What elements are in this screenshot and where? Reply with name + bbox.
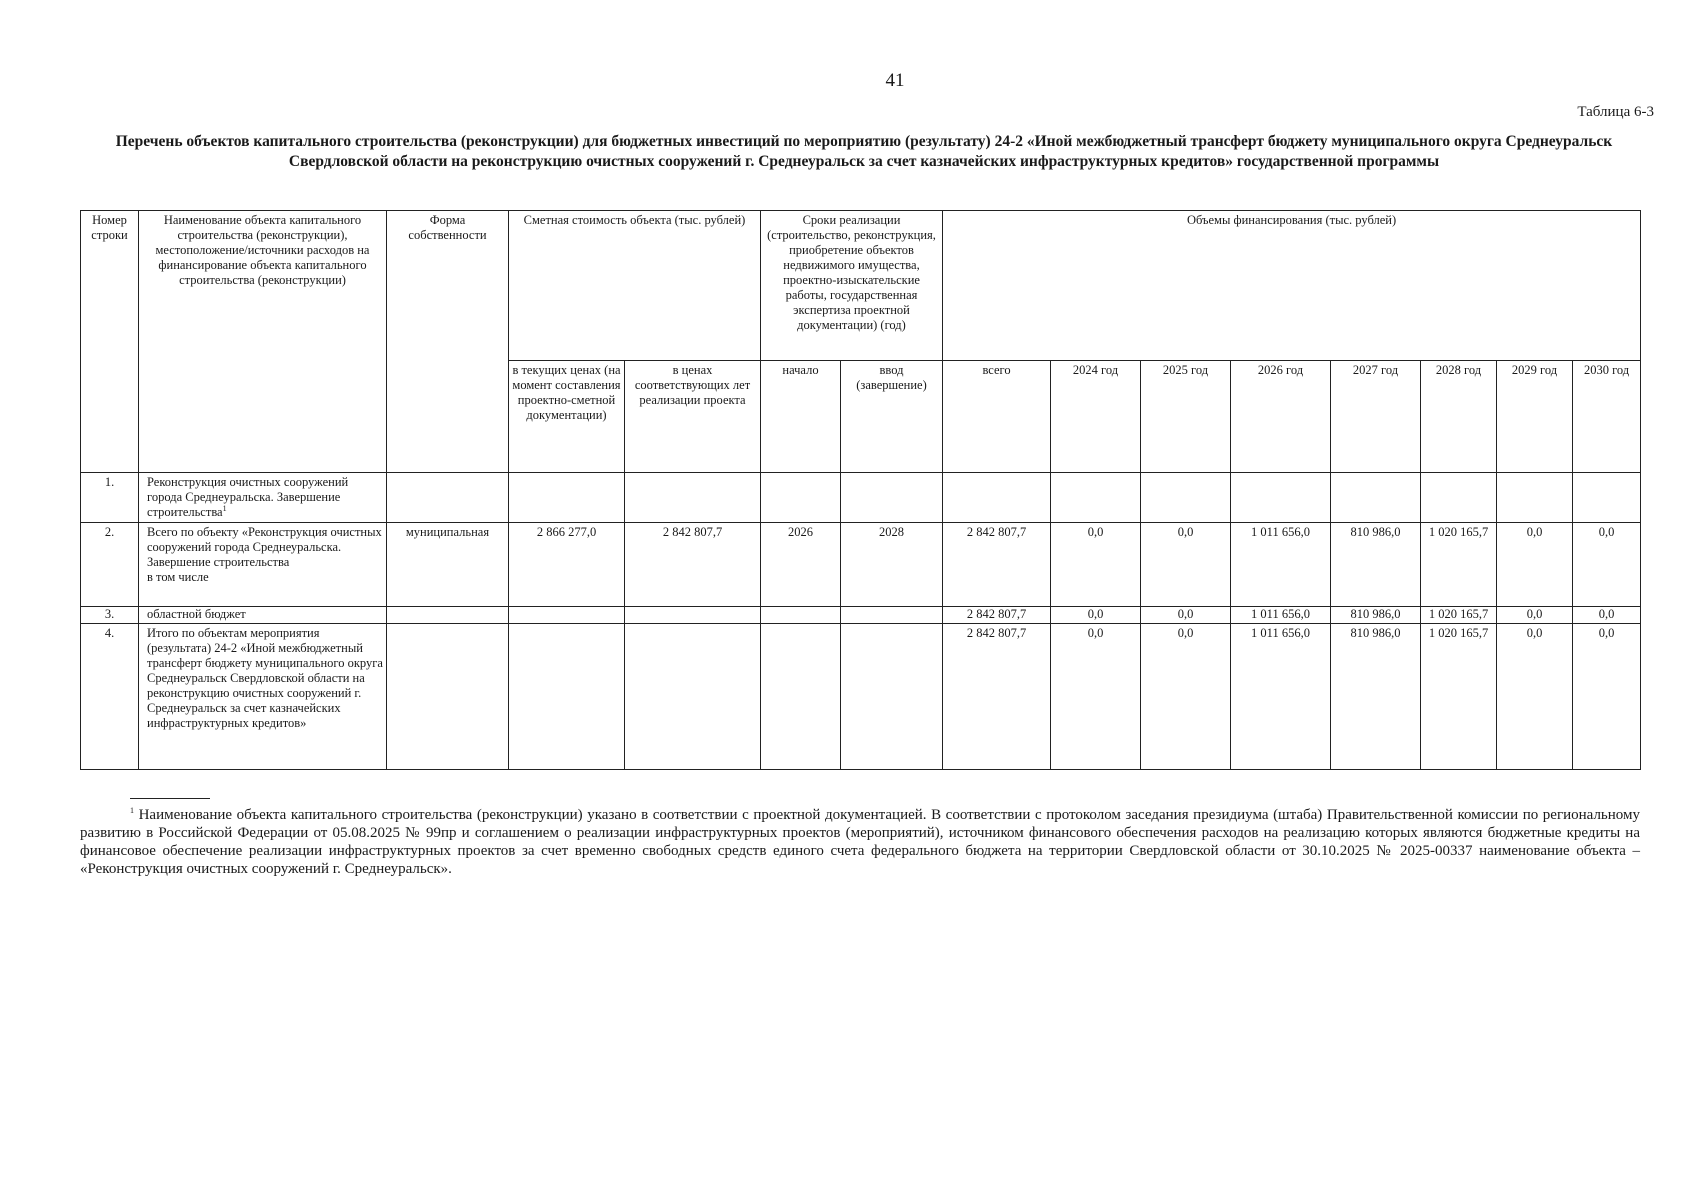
y2025-cell: 0,0 bbox=[1141, 523, 1231, 607]
total-cell: 2 842 807,7 bbox=[943, 607, 1051, 624]
y2030-cell: 0,0 bbox=[1573, 607, 1641, 624]
y2024-cell: 0,0 bbox=[1051, 624, 1141, 770]
header-cost-years: в ценах соответствующих лет реализации проекта bbox=[625, 361, 761, 473]
cost-current-cell: 2 866 277,0 bbox=[509, 523, 625, 607]
header-end: ввод (завершение) bbox=[841, 361, 943, 473]
y2025-cell: 0,0 bbox=[1141, 624, 1231, 770]
y2028-cell: 1 020 165,7 bbox=[1421, 624, 1497, 770]
y2026-cell: 1 011 656,0 bbox=[1231, 624, 1331, 770]
y2030-cell: 0,0 bbox=[1573, 523, 1641, 607]
table-label: Таблица 6-3 bbox=[1577, 104, 1654, 120]
object-name: Реконструкция очистных сооружений города Среднеуральска. Завершение строительства$^1$ bbox=[139, 473, 387, 523]
total-cell: 2 842 807,7 bbox=[943, 523, 1051, 607]
header-financing: Объемы финансирования (тыс. рублей) bbox=[943, 211, 1641, 361]
table-row bbox=[81, 624, 1641, 770]
document-title: Перечень объектов капитального строительства (реконструкции) для бюджетных инвестиций по мероприятию (результату) 24-2 «Иной межбюджетный трансферт бюджету муниципального округа Среднеуральск Свердловской области на реконструкцию очистных сооружений г. Среднеуральск за счет казначейских инфраструктурных кредитов» государственной программы bbox=[115, 133, 1613, 170]
header-start: начало bbox=[761, 361, 841, 473]
total-cell: 2 842 807,7 bbox=[943, 624, 1051, 770]
y2024-cell: 0,0 bbox=[1051, 607, 1141, 624]
y2025-cell: 0,0 bbox=[1141, 607, 1231, 624]
header-row-1 bbox=[81, 211, 1641, 361]
header-2024: 2024 год bbox=[1051, 361, 1141, 473]
header-estimated-cost: Сметная стоимость объекта (тыс. рублей) bbox=[509, 211, 761, 361]
object-name: Итого по объектам мероприятия (результата) 24-2 «Иной межбюджетный трансферт бюджету муниципального округа Среднеуральск Свердловской области на реконструкцию очистных сооружений г. Среднеуральск за счет казначейских инфраструктурных кредитов» bbox=[139, 624, 387, 770]
header-implementation-terms: Сроки реализации (строительство, реконструкция, приобретение объектов недвижимого имущества, проектно-изыскательские работы, государственная экспертиза проектной документации) (год) bbox=[761, 211, 943, 361]
header-ownership: Форма собственности bbox=[387, 211, 509, 473]
header-2028: 2028 год bbox=[1421, 361, 1497, 473]
header-cost-current: в текущих ценах (на момент составления проектно-сметной документации) bbox=[509, 361, 625, 473]
y2026-cell: 1 011 656,0 bbox=[1231, 523, 1331, 607]
row-number: 3. bbox=[81, 607, 139, 624]
footnote-divider bbox=[130, 798, 210, 799]
footnote bbox=[80, 806, 1640, 878]
header-2026: 2026 год bbox=[1231, 361, 1331, 473]
object-name: Всего по объекту «Реконструкция очистных сооружений города Среднеуральска. Завершение строительства в том числе bbox=[139, 523, 387, 607]
y2029-cell: 0,0 bbox=[1497, 607, 1573, 624]
footnote-text: Наименование объекта капитального строительства (реконструкции) указано в соответствии с проектной документацией. В соответствии с протоколом заседания президиума (штаба) Правительственной комиссии по региональному развитию в Российской Федерации от 05.08.2025 № 99пр и соглашением о реализации инфраструктурных проектов (мероприятий), источником финансового обеспечения расходов на реализацию которых являются бюджетные кредиты на финансовое обеспечение реализации инфраструктурных проектов за счет временно свободных средств единого счета федерального бюджета на территории Свердловской области от 30.10.2025 № 2025-00337 наименование объекта – «Реконструкция очистных сооружений г. Среднеуральск». bbox=[80, 807, 1641, 877]
table-row bbox=[81, 473, 1641, 523]
end-year-cell: 2028 bbox=[841, 523, 943, 607]
y2024-cell: 0,0 bbox=[1051, 523, 1141, 607]
header-total: всего bbox=[943, 361, 1051, 473]
capital-construction-table bbox=[80, 210, 1641, 770]
header-object-name: Наименование объекта капитального строительства (реконструкции), местоположение/источники расходов на финансирование объекта капитального строительства (реконструкции) bbox=[139, 211, 387, 473]
table-row bbox=[81, 607, 1641, 624]
row-number: 1. bbox=[81, 473, 139, 523]
y2027-cell: 810 986,0 bbox=[1331, 624, 1421, 770]
y2026-cell: 1 011 656,0 bbox=[1231, 607, 1331, 624]
start-year-cell: 2026 bbox=[761, 523, 841, 607]
footnote-marker: 1 bbox=[130, 806, 134, 815]
header-2029: 2029 год bbox=[1497, 361, 1573, 473]
y2028-cell: 1 020 165,7 bbox=[1421, 523, 1497, 607]
y2028-cell: 1 020 165,7 bbox=[1421, 607, 1497, 624]
table-row bbox=[81, 523, 1641, 607]
y2030-cell: 0,0 bbox=[1573, 624, 1641, 770]
y2027-cell: 810 986,0 bbox=[1331, 523, 1421, 607]
object-name: областной бюджет bbox=[139, 607, 387, 624]
cost-years-cell: 2 842 807,7 bbox=[625, 523, 761, 607]
header-2025: 2025 год bbox=[1141, 361, 1231, 473]
page-number: 41 bbox=[885, 70, 905, 91]
ownership-cell: муниципальная bbox=[387, 523, 509, 607]
header-2027: 2027 год bbox=[1331, 361, 1421, 473]
row-number: 2. bbox=[81, 523, 139, 607]
y2027-cell: 810 986,0 bbox=[1331, 607, 1421, 624]
row-number: 4. bbox=[81, 624, 139, 770]
header-2030: 2030 год bbox=[1573, 361, 1641, 473]
y2029-cell: 0,0 bbox=[1497, 523, 1573, 607]
y2029-cell: 0,0 bbox=[1497, 624, 1573, 770]
footnote-ref[interactable]: 1 bbox=[222, 503, 227, 513]
header-row-number: Номер строки bbox=[81, 211, 139, 473]
